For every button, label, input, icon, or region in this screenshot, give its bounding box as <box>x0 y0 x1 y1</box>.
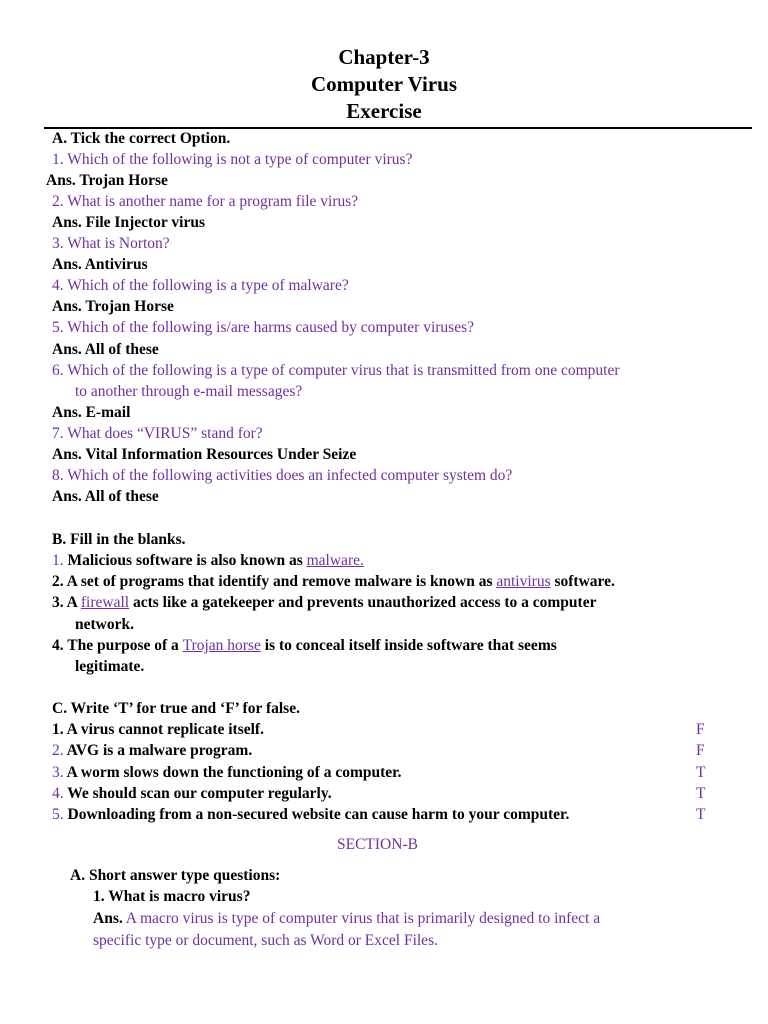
tf-answer-2: F <box>696 742 705 759</box>
chapter-title: Chapter-3 <box>338 45 430 69</box>
question-3: 3. What is Norton? <box>52 235 170 252</box>
answer-8: Ans. All of these <box>52 488 159 505</box>
tf-item-1: 1. A virus cannot replicate itself. <box>52 721 264 738</box>
section-a-heading: A. Tick the correct Option. <box>52 130 231 147</box>
answer-7: Ans. Vital Information Resources Under Seize <box>52 446 357 463</box>
answer-3: Ans. Antivirus <box>52 256 148 273</box>
exercise-title: Exercise <box>346 99 422 123</box>
blank-answer: antivirus <box>496 573 551 590</box>
fill-item-3: 3. A firewall acts like a gatekeeper and prevents unauthorized access to a computer <box>52 594 597 611</box>
topic-title: Computer Virus <box>310 72 458 96</box>
fill-item-3-cont: network. <box>75 616 134 633</box>
question-6-cont: to another through e-mail messages? <box>75 383 303 400</box>
answer-2: Ans. File Injector virus <box>52 214 205 231</box>
blank-answer: Trojan horse <box>182 637 261 654</box>
true-false-heading: C. Write ‘T’ for true and ‘F’ for false. <box>52 700 300 717</box>
question-5: 5. Which of the following is/are harms caused by computer viruses? <box>52 319 474 336</box>
question-1: 1. Which of the following is not a type of computer virus? <box>52 151 413 168</box>
tf-item-4: 4. We should scan our computer regularly. <box>52 785 332 802</box>
tf-answer-4: T <box>696 785 706 802</box>
tf-item-2: 2. AVG is a malware program. <box>52 742 253 759</box>
tf-item-5: 5. Downloading from a non-secured website can cause harm to your computer. <box>52 806 570 823</box>
fill-item-1: 1. Malicious software is also known as malware. <box>52 552 364 569</box>
short-question-1: 1. What is macro virus? <box>93 888 251 905</box>
fill-item-2: 2. A set of programs that identify and remove malware is known as antivirus software. <box>52 573 615 590</box>
question-7: 7. What does “VIRUS” stand for? <box>52 425 263 442</box>
answer-5: Ans. All of these <box>52 341 159 358</box>
short-answer-1: Ans. A macro virus is type of computer virus that is primarily designed to infect a <box>93 910 601 927</box>
blank-answer: malware. <box>306 552 364 569</box>
question-8: 8. Which of the following activities does an infected computer system do? <box>52 467 513 484</box>
question-6: 6. Which of the following is a type of computer virus that is transmitted from one computer <box>52 362 620 379</box>
section-b-title: SECTION-B <box>337 836 418 853</box>
short-answer-1-cont: specific type or document, such as Word or Excel Files. <box>93 932 438 949</box>
fill-item-4: 4. The purpose of a Trojan horse is to conceal itself inside software that seems <box>52 637 557 654</box>
tf-answer-5: T <box>696 806 706 823</box>
tf-answer-1: F <box>696 721 705 738</box>
answer-6: Ans. E-mail <box>52 404 131 421</box>
question-2: 2. What is another name for a program file virus? <box>52 193 359 210</box>
fill-item-4-cont: legitimate. <box>75 658 145 675</box>
answer-1: Ans. Trojan Horse <box>46 172 168 189</box>
answer-4: Ans. Trojan Horse <box>52 298 174 315</box>
question-4: 4. Which of the following is a type of malware? <box>52 277 349 294</box>
blank-answer: firewall <box>80 594 130 611</box>
short-answer-heading: A. Short answer type questions: <box>70 867 281 884</box>
fill-blanks-heading: B. Fill in the blanks. <box>52 531 186 548</box>
tf-item-3: 3. A worm slows down the functioning of a computer. <box>52 764 402 781</box>
tf-answer-3: T <box>696 764 706 781</box>
